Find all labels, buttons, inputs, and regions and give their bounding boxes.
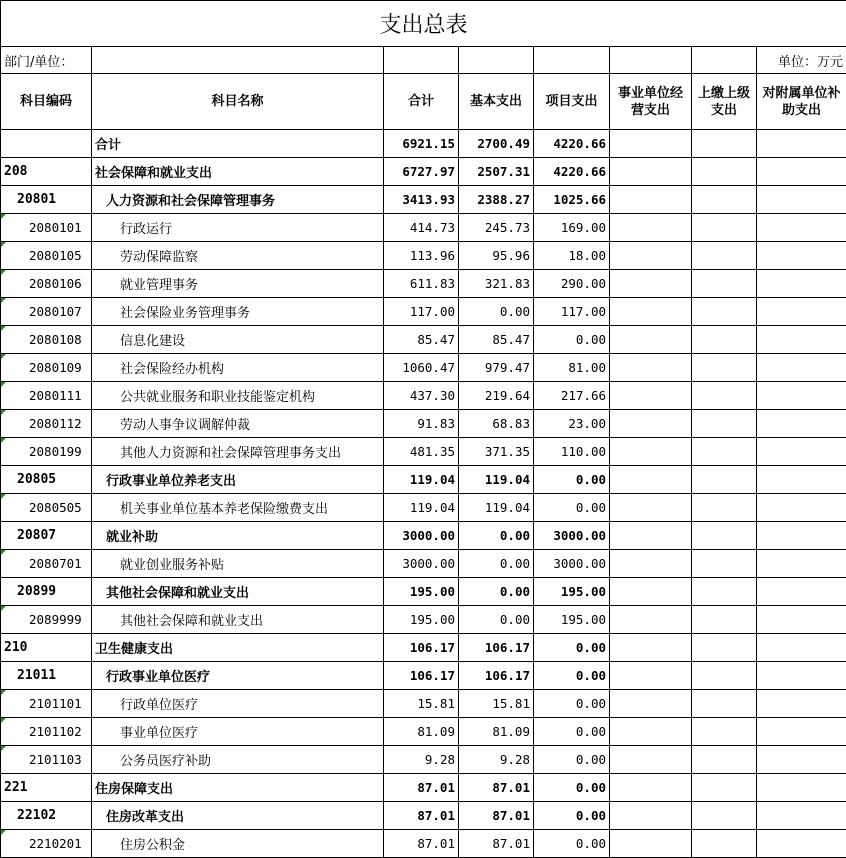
row-basic[interactable]: 87.01 (459, 802, 534, 830)
row-project[interactable]: 3000.00 (534, 550, 610, 578)
row-code[interactable]: 2080199 (1, 438, 92, 466)
row-upper[interactable] (692, 662, 757, 690)
row-total[interactable]: 437.30 (384, 382, 459, 410)
row-business[interactable] (610, 494, 692, 522)
row-project[interactable]: 18.00 (534, 242, 610, 270)
row-project[interactable]: 0.00 (534, 746, 610, 774)
row-project[interactable]: 110.00 (534, 438, 610, 466)
row-code[interactable]: 2101103 (1, 746, 92, 774)
row-upper[interactable] (692, 746, 757, 774)
row-basic[interactable]: 245.73 (459, 214, 534, 242)
row-name[interactable]: 社会保险业务管理事务 (92, 298, 384, 326)
row-business[interactable] (610, 662, 692, 690)
row-name[interactable]: 人力资源和社会保障管理事务 (92, 186, 384, 214)
row-subsidy[interactable] (757, 242, 846, 270)
row-total[interactable]: 195.00 (384, 578, 459, 606)
row-subsidy[interactable] (757, 606, 846, 634)
row-code[interactable]: 20899 (1, 578, 92, 606)
row-basic[interactable]: 68.83 (459, 410, 534, 438)
cell-marker-icon (1, 690, 6, 695)
row-basic[interactable]: 2388.27 (459, 186, 534, 214)
row-code[interactable]: 2080108 (1, 326, 92, 354)
row-subsidy[interactable] (757, 158, 846, 186)
header-total: 合计 (384, 74, 459, 130)
row-project[interactable]: 0.00 (534, 494, 610, 522)
cell-marker-icon (1, 214, 6, 219)
row-upper[interactable] (692, 606, 757, 634)
row-total[interactable]: 15.81 (384, 690, 459, 718)
row-subsidy[interactable] (757, 494, 846, 522)
row-business[interactable] (610, 802, 692, 830)
row-project[interactable]: 0.00 (534, 634, 610, 662)
row-business[interactable] (610, 354, 692, 382)
row-total[interactable]: 6921.15 (384, 130, 459, 158)
row-code[interactable]: 20801 (1, 186, 92, 214)
row-basic[interactable]: 119.04 (459, 466, 534, 494)
cell-marker-icon (1, 382, 6, 387)
row-name[interactable]: 其他社会保障和就业支出 (92, 578, 384, 606)
row-code[interactable]: 2101101 (1, 690, 92, 718)
table-row[interactable] (1, 214, 846, 242)
row-total[interactable]: 195.00 (384, 606, 459, 634)
row-basic[interactable]: 0.00 (459, 522, 534, 550)
row-subsidy[interactable] (757, 410, 846, 438)
row-business[interactable] (610, 718, 692, 746)
row-total[interactable]: 91.83 (384, 410, 459, 438)
row-name[interactable]: 公务员医疗补助 (92, 746, 384, 774)
row-subsidy[interactable] (757, 214, 846, 242)
row-total[interactable]: 119.04 (384, 494, 459, 522)
row-project[interactable]: 290.00 (534, 270, 610, 298)
table-row[interactable] (1, 802, 846, 830)
row-code[interactable]: 20807 (1, 522, 92, 550)
row-name[interactable]: 社会保障和就业支出 (92, 158, 384, 186)
row-project[interactable]: 195.00 (534, 606, 610, 634)
table-row[interactable] (1, 186, 846, 214)
row-code[interactable]: 2080109 (1, 354, 92, 382)
row-basic[interactable]: 0.00 (459, 606, 534, 634)
row-subsidy[interactable] (757, 270, 846, 298)
table-row[interactable] (1, 494, 846, 522)
row-name[interactable]: 事业单位医疗 (92, 718, 384, 746)
table-row[interactable] (1, 690, 846, 718)
row-business[interactable] (610, 158, 692, 186)
row-upper[interactable] (692, 522, 757, 550)
table-row[interactable] (1, 158, 846, 186)
row-basic[interactable]: 0.00 (459, 550, 534, 578)
row-code[interactable]: 2080101 (1, 214, 92, 242)
cell-marker-icon (1, 242, 6, 247)
row-total[interactable]: 3413.93 (384, 186, 459, 214)
row-upper[interactable] (692, 438, 757, 466)
title-row (1, 1, 846, 47)
table-row[interactable] (1, 718, 846, 746)
row-upper[interactable] (692, 410, 757, 438)
row-basic[interactable]: 321.83 (459, 270, 534, 298)
row-total[interactable]: 611.83 (384, 270, 459, 298)
row-business[interactable] (610, 830, 692, 858)
row-total[interactable]: 106.17 (384, 634, 459, 662)
row-total[interactable]: 113.96 (384, 242, 459, 270)
row-project[interactable]: 169.00 (534, 214, 610, 242)
row-subsidy[interactable] (757, 662, 846, 690)
row-upper[interactable] (692, 382, 757, 410)
row-business[interactable] (610, 550, 692, 578)
row-upper[interactable] (692, 578, 757, 606)
row-total[interactable]: 87.01 (384, 774, 459, 802)
row-subsidy[interactable] (757, 130, 846, 158)
table-row[interactable] (1, 438, 846, 466)
row-name[interactable]: 就业创业服务补贴 (92, 550, 384, 578)
row-upper[interactable] (692, 242, 757, 270)
cell-marker-icon (1, 354, 6, 359)
row-subsidy[interactable] (757, 382, 846, 410)
table-row[interactable] (1, 662, 846, 690)
row-total[interactable]: 87.01 (384, 830, 459, 858)
table-row[interactable] (1, 466, 846, 494)
row-subsidy[interactable] (757, 578, 846, 606)
row-subsidy[interactable] (757, 298, 846, 326)
row-code[interactable]: 2080105 (1, 242, 92, 270)
row-business[interactable] (610, 774, 692, 802)
row-basic[interactable]: 2507.31 (459, 158, 534, 186)
cell-marker-icon (1, 746, 6, 751)
row-code[interactable]: 2080505 (1, 494, 92, 522)
row-basic[interactable]: 219.64 (459, 382, 534, 410)
row-code[interactable]: 2080111 (1, 382, 92, 410)
row-basic[interactable]: 119.04 (459, 494, 534, 522)
row-total[interactable]: 106.17 (384, 662, 459, 690)
row-name[interactable]: 行政单位医疗 (92, 690, 384, 718)
row-basic[interactable]: 81.09 (459, 718, 534, 746)
row-code[interactable]: 21011 (1, 662, 92, 690)
cell-marker-icon (1, 270, 6, 275)
header-project: 项目支出 (534, 74, 610, 130)
row-basic[interactable]: 106.17 (459, 634, 534, 662)
cell-marker-icon (1, 550, 6, 555)
unit-label: 单位：万元 (757, 47, 846, 74)
row-project[interactable]: 0.00 (534, 718, 610, 746)
table-row[interactable] (1, 578, 846, 606)
row-project[interactable]: 0.00 (534, 690, 610, 718)
row-total[interactable]: 3000.00 (384, 550, 459, 578)
row-business[interactable] (610, 214, 692, 242)
row-business[interactable] (610, 466, 692, 494)
row-project[interactable]: 0.00 (534, 466, 610, 494)
row-code[interactable]: 210 (1, 634, 92, 662)
row-code[interactable]: 2210201 (1, 830, 92, 858)
row-name[interactable]: 卫生健康支出 (92, 634, 384, 662)
row-total[interactable]: 117.00 (384, 298, 459, 326)
row-business[interactable] (610, 690, 692, 718)
table-row[interactable] (1, 130, 846, 158)
header-subsidy: 对附属单位补助支出 (757, 74, 846, 130)
row-business[interactable] (610, 522, 692, 550)
cell-marker-icon (1, 718, 6, 723)
row-name[interactable]: 住房改革支出 (92, 802, 384, 830)
row-subsidy[interactable] (757, 522, 846, 550)
table-row[interactable] (1, 606, 846, 634)
row-name[interactable]: 其他人力资源和社会保障管理事务支出 (92, 438, 384, 466)
row-basic[interactable]: 0.00 (459, 578, 534, 606)
meta-empty-cell (459, 47, 534, 74)
header-code: 科目编码 (1, 74, 92, 130)
table-row[interactable] (1, 354, 846, 382)
row-upper[interactable] (692, 158, 757, 186)
row-code[interactable]: 22102 (1, 802, 92, 830)
row-subsidy[interactable] (757, 186, 846, 214)
row-business[interactable] (610, 382, 692, 410)
row-name[interactable]: 公共就业服务和职业技能鉴定机构 (92, 382, 384, 410)
table-row[interactable] (1, 382, 846, 410)
row-project[interactable]: 0.00 (534, 326, 610, 354)
row-basic[interactable]: 95.96 (459, 242, 534, 270)
header-business: 事业单位经营支出 (610, 74, 692, 130)
meta-empty-cell (534, 47, 610, 74)
row-project[interactable]: 217.66 (534, 382, 610, 410)
row-basic[interactable]: 979.47 (459, 354, 534, 382)
row-basic[interactable]: 0.00 (459, 298, 534, 326)
row-business[interactable] (610, 326, 692, 354)
row-subsidy[interactable] (757, 774, 846, 802)
row-code[interactable]: 221 (1, 774, 92, 802)
row-project[interactable]: 0.00 (534, 802, 610, 830)
row-code[interactable]: 2080107 (1, 298, 92, 326)
row-upper[interactable] (692, 466, 757, 494)
row-project[interactable]: 4220.66 (534, 130, 610, 158)
row-project[interactable]: 23.00 (534, 410, 610, 438)
row-name[interactable]: 就业补助 (92, 522, 384, 550)
header-name: 科目名称 (92, 74, 384, 130)
header-row (1, 74, 846, 130)
row-total[interactable]: 414.73 (384, 214, 459, 242)
row-upper[interactable] (692, 802, 757, 830)
row-total[interactable]: 1060.47 (384, 354, 459, 382)
row-basic[interactable]: 9.28 (459, 746, 534, 774)
table-row[interactable] (1, 550, 846, 578)
row-subsidy[interactable] (757, 438, 846, 466)
row-code[interactable]: 2080112 (1, 410, 92, 438)
row-basic[interactable]: 106.17 (459, 662, 534, 690)
row-business[interactable] (610, 242, 692, 270)
row-basic[interactable]: 85.47 (459, 326, 534, 354)
row-name[interactable]: 行政事业单位医疗 (92, 662, 384, 690)
row-business[interactable] (610, 410, 692, 438)
row-business[interactable] (610, 270, 692, 298)
cell-marker-icon (1, 606, 6, 611)
row-code[interactable]: 2080106 (1, 270, 92, 298)
row-total[interactable]: 9.28 (384, 746, 459, 774)
header-basic: 基本支出 (459, 74, 534, 130)
row-upper[interactable] (692, 690, 757, 718)
row-total[interactable]: 119.04 (384, 466, 459, 494)
row-total[interactable]: 85.47 (384, 326, 459, 354)
dept-label: 部门/单位： (1, 47, 92, 74)
row-total[interactable]: 481.35 (384, 438, 459, 466)
row-code[interactable] (1, 130, 92, 158)
table-row[interactable] (1, 298, 846, 326)
page-title: 支出总表 (1, 1, 846, 47)
table-row[interactable] (1, 522, 846, 550)
row-total[interactable]: 6727.97 (384, 158, 459, 186)
row-business[interactable] (610, 130, 692, 158)
row-business[interactable] (610, 298, 692, 326)
meta-row (1, 47, 846, 74)
meta-empty-cell (610, 47, 692, 74)
row-basic[interactable]: 371.35 (459, 438, 534, 466)
row-business[interactable] (610, 634, 692, 662)
row-upper[interactable] (692, 830, 757, 858)
row-subsidy[interactable] (757, 690, 846, 718)
row-upper[interactable] (692, 186, 757, 214)
row-basic[interactable]: 15.81 (459, 690, 534, 718)
row-upper[interactable] (692, 214, 757, 242)
row-name[interactable]: 合计 (92, 130, 384, 158)
row-name[interactable]: 信息化建设 (92, 326, 384, 354)
row-basic[interactable]: 87.01 (459, 774, 534, 802)
table-row[interactable] (1, 774, 846, 802)
row-name[interactable]: 机关事业单位基本养老保险缴费支出 (92, 494, 384, 522)
row-subsidy[interactable] (757, 354, 846, 382)
row-subsidy[interactable] (757, 718, 846, 746)
row-upper[interactable] (692, 130, 757, 158)
row-project[interactable]: 0.00 (534, 774, 610, 802)
table-row[interactable] (1, 634, 846, 662)
meta-empty-cell (692, 47, 757, 74)
row-name[interactable]: 社会保险经办机构 (92, 354, 384, 382)
table-row[interactable] (1, 326, 846, 354)
row-name[interactable]: 住房保障支出 (92, 774, 384, 802)
row-name[interactable]: 劳动人事争议调解仲裁 (92, 410, 384, 438)
row-business[interactable] (610, 438, 692, 466)
table-row[interactable] (1, 270, 846, 298)
row-subsidy[interactable] (757, 550, 846, 578)
table-row[interactable] (1, 746, 846, 774)
row-basic[interactable]: 87.01 (459, 830, 534, 858)
row-name[interactable]: 劳动保障监察 (92, 242, 384, 270)
row-upper[interactable] (692, 270, 757, 298)
row-upper[interactable] (692, 494, 757, 522)
table-row[interactable] (1, 242, 846, 270)
cell-marker-icon (1, 410, 6, 415)
row-name[interactable]: 住房公积金 (92, 830, 384, 858)
row-code[interactable]: 2089999 (1, 606, 92, 634)
row-project[interactable]: 0.00 (534, 662, 610, 690)
row-name[interactable]: 行政运行 (92, 214, 384, 242)
header-upper: 上缴上级支出 (692, 74, 757, 130)
row-basic[interactable]: 2700.49 (459, 130, 534, 158)
row-name[interactable]: 行政事业单位养老支出 (92, 466, 384, 494)
row-total[interactable]: 3000.00 (384, 522, 459, 550)
row-subsidy[interactable] (757, 830, 846, 858)
row-name[interactable]: 其他社会保障和就业支出 (92, 606, 384, 634)
row-code[interactable]: 2080701 (1, 550, 92, 578)
row-total[interactable]: 81.09 (384, 718, 459, 746)
row-project[interactable]: 1025.66 (534, 186, 610, 214)
table-row[interactable] (1, 830, 846, 858)
table-row[interactable] (1, 410, 846, 438)
cell-marker-icon (1, 830, 6, 835)
row-total[interactable]: 87.01 (384, 802, 459, 830)
cell-marker-icon (1, 326, 6, 331)
cell-marker-icon (1, 494, 6, 499)
row-upper[interactable] (692, 718, 757, 746)
row-business[interactable] (610, 578, 692, 606)
row-subsidy[interactable] (757, 746, 846, 774)
cell-marker-icon (1, 438, 6, 443)
row-project[interactable]: 81.00 (534, 354, 610, 382)
row-code[interactable]: 208 (1, 158, 92, 186)
row-code[interactable]: 20805 (1, 466, 92, 494)
row-project[interactable]: 3000.00 (534, 522, 610, 550)
row-project[interactable]: 117.00 (534, 298, 610, 326)
dept-value[interactable] (92, 47, 384, 74)
row-business[interactable] (610, 606, 692, 634)
row-project[interactable]: 4220.66 (534, 158, 610, 186)
row-subsidy[interactable] (757, 466, 846, 494)
row-project[interactable]: 0.00 (534, 830, 610, 858)
row-upper[interactable] (692, 326, 757, 354)
row-upper[interactable] (692, 298, 757, 326)
row-upper[interactable] (692, 550, 757, 578)
row-business[interactable] (610, 746, 692, 774)
cell-marker-icon (1, 298, 6, 303)
row-code[interactable]: 2101102 (1, 718, 92, 746)
row-project[interactable]: 195.00 (534, 578, 610, 606)
meta-empty-cell (384, 47, 459, 74)
row-subsidy[interactable] (757, 326, 846, 354)
row-subsidy[interactable] (757, 634, 846, 662)
row-upper[interactable] (692, 354, 757, 382)
row-subsidy[interactable] (757, 802, 846, 830)
row-upper[interactable] (692, 634, 757, 662)
row-business[interactable] (610, 186, 692, 214)
row-upper[interactable] (692, 774, 757, 802)
row-name[interactable]: 就业管理事务 (92, 270, 384, 298)
